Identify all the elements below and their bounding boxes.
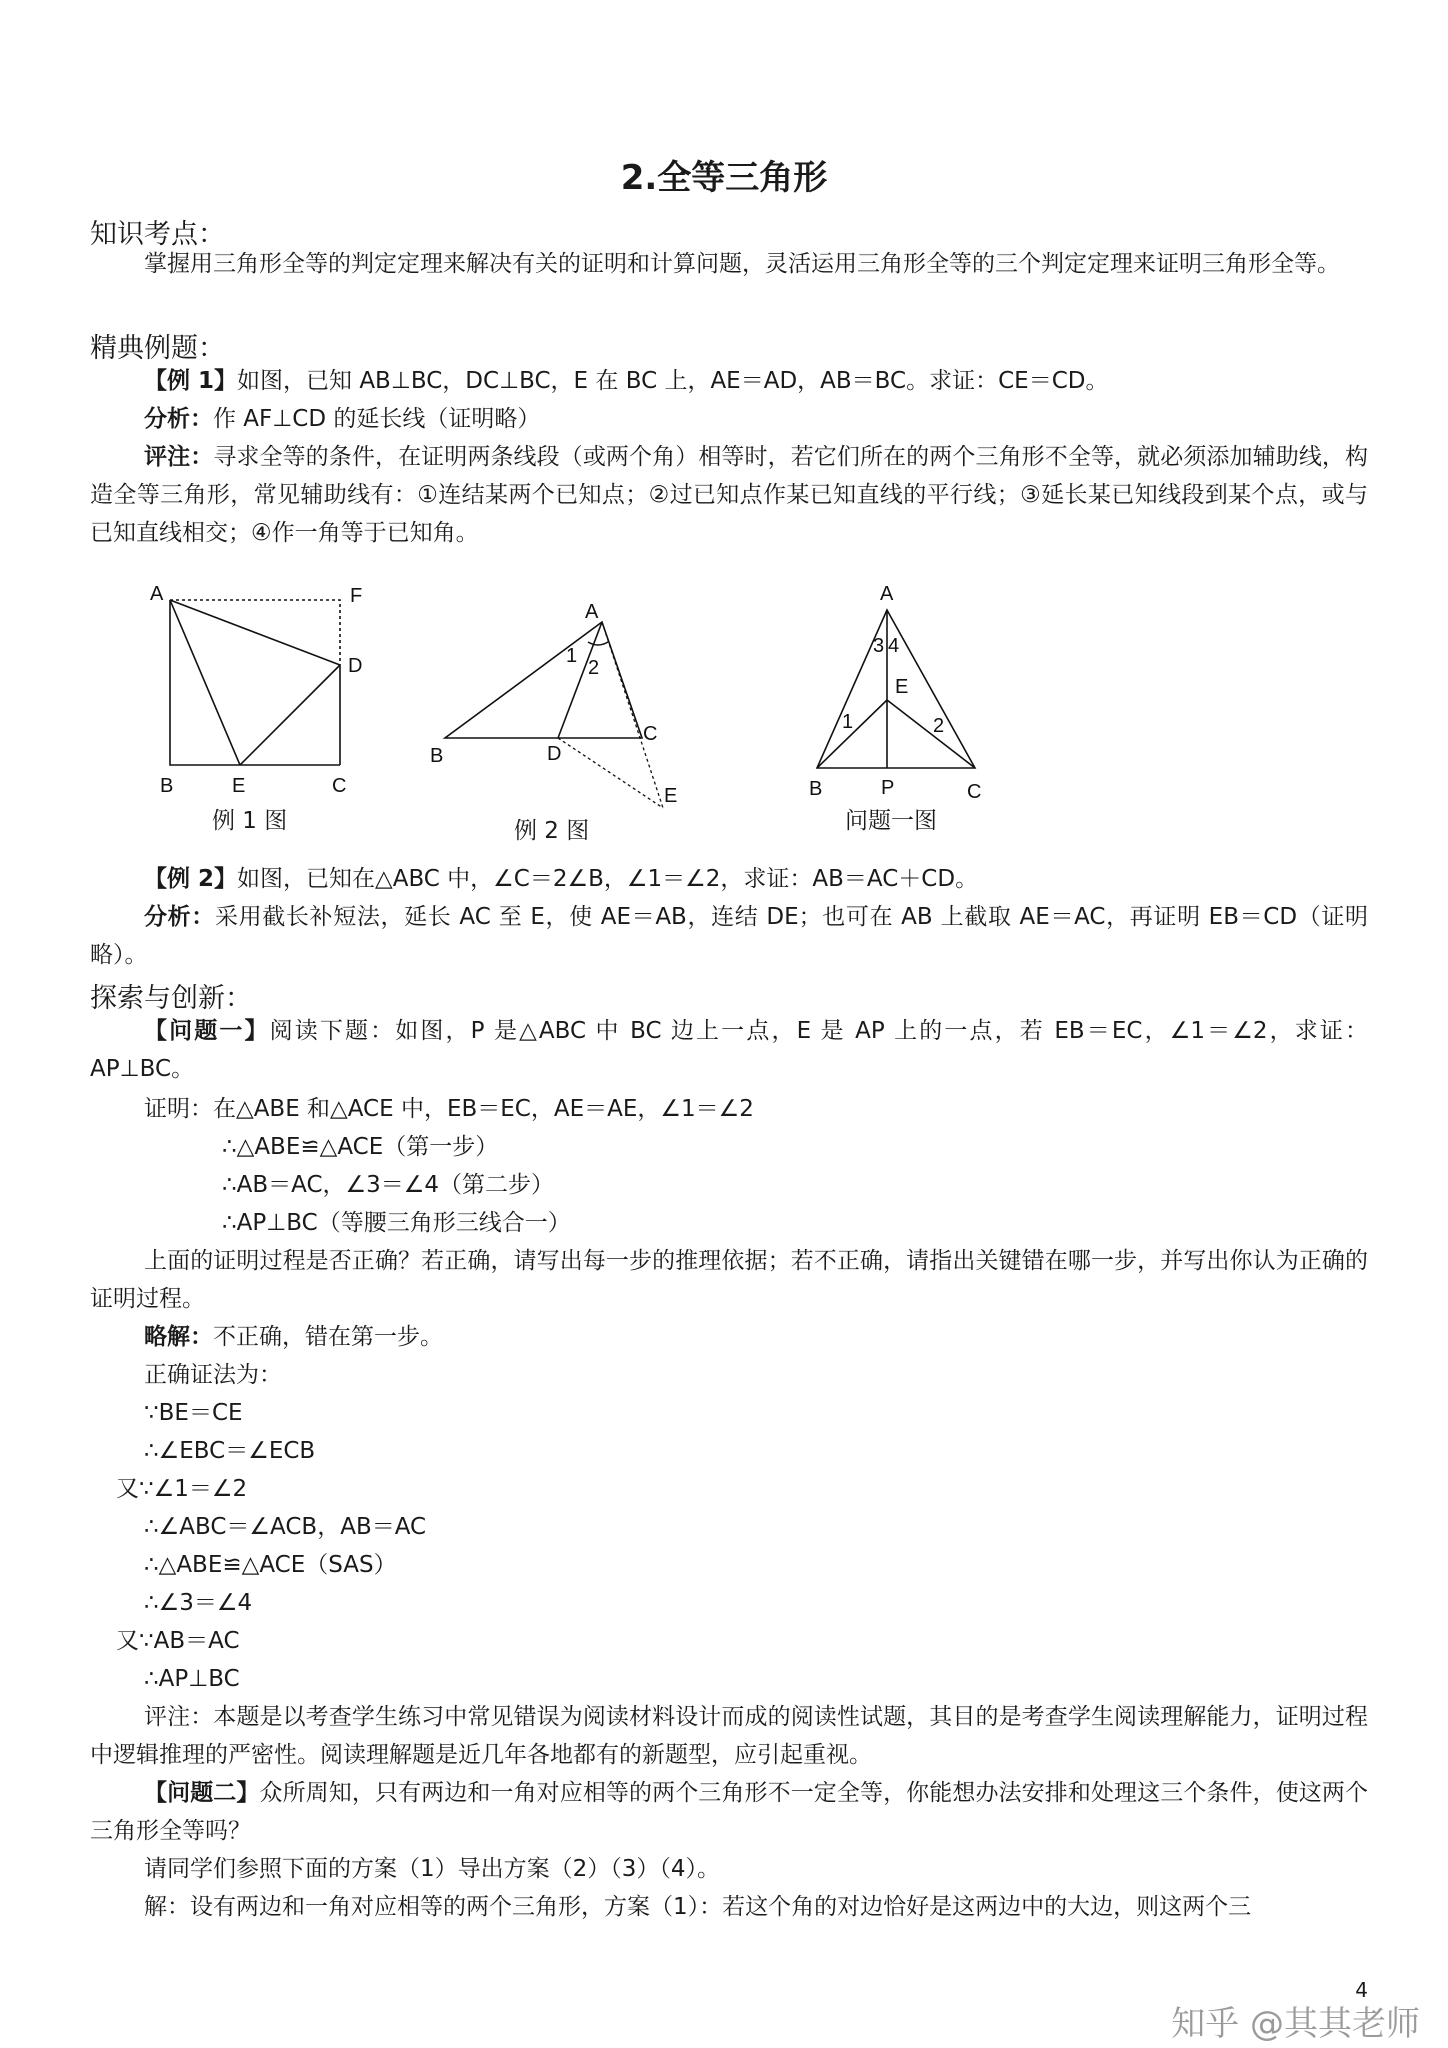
figure-2-caption: 例 2 图 <box>514 818 590 844</box>
analysis-text: 采用截长补短法，延长 AC 至 E，使 AE＝AB，连结 DE；也可在 AB 上截取 AE＝AC，再证明 EB＝CD（证明略）。 <box>90 904 1369 968</box>
example-1-text: 如图，已知 AB⊥BC，DC⊥BC，E 在 BC 上，AE＝AD，AB＝BC。求证：CE＝CD。 <box>237 368 1109 394</box>
analysis-label: 分析： <box>144 406 213 432</box>
figure-example-2 <box>430 590 700 815</box>
fig3-label-A: A <box>880 583 894 605</box>
fig1-label-D: D <box>348 655 363 677</box>
fig1-label-B: B <box>160 775 174 797</box>
problem-1-answer <box>90 1318 1368 1356</box>
page-title: 2.全等三角形 <box>620 158 828 198</box>
proof-line: ∴AP⊥BC（等腰三角形三线合一） <box>222 1210 571 1236</box>
fig2-label-D: D <box>547 743 562 765</box>
problem-1-tag: 【问题一】 <box>144 1018 270 1044</box>
watermark: 知乎 @其其老师 <box>1171 2004 1420 2044</box>
example-2 <box>90 860 1368 898</box>
fig3-label-E: E <box>895 676 909 698</box>
fig3-angle-1: 1 <box>842 711 854 733</box>
step-line: ∴AP⊥BC <box>144 1666 240 1692</box>
fig2-angle-1: 1 <box>566 645 578 667</box>
answer-text: 不正确，错在第一步。 <box>213 1324 443 1350</box>
problem-2 <box>90 1774 1368 1850</box>
answer-label: 略解： <box>144 1324 213 1350</box>
fig2-label-A: A <box>585 601 599 623</box>
fig2-angle-2: 2 <box>588 657 600 679</box>
page-number: 4 <box>1355 1978 1368 2002</box>
fig2-label-E: E <box>664 785 678 807</box>
problem-2-tag: 【问题二】 <box>144 1780 260 1806</box>
figure-example-1 <box>150 580 390 800</box>
example-2-tag: 【例 2】 <box>144 866 238 892</box>
problem-1-comment: 评注：本题是以考查学生练习中常见错误为阅读材料设计而成的阅读性试题，其目的是考查学生阅读理解能力，证明过程中逻辑推理的严密性。阅读理解题是近几年各地都有的新题型，应引起重视。 <box>90 1704 1368 1768</box>
analysis-label: 分析： <box>144 904 215 930</box>
fig3-angle-2: 2 <box>933 715 945 737</box>
problem-2-hint: 请同学们参照下面的方案（1）导出方案（2）（3）（4）。 <box>144 1856 721 1882</box>
comment-text: 寻求全等的条件，在证明两条线段（或两个角）相等时，若它们所在的两个三角形不全等，就必须添加辅助线，构造全等三角形，常见辅助线有：①连结某两个已知点；②过已知点作某已知直线的平行线；③延长某已知线段到某个点，或与已知直线相交；④作一角等于已知角。 <box>90 444 1369 546</box>
figure-problem-1 <box>795 580 995 800</box>
proof-line: ∴△ABE≌△ACE（第一步） <box>222 1134 499 1160</box>
step-line: ∴∠EBC＝∠ECB <box>144 1438 316 1464</box>
fig3-angle-4: 4 <box>888 635 900 657</box>
problem-2-text: 众所周知，只有两边和一角对应相等的两个三角形不一定全等，你能想办法安排和处理这三个条件，使这两个三角形全等吗？ <box>90 1780 1369 1844</box>
fig3-angle-3: 3 <box>873 635 885 657</box>
step-line: ∴△ABE≌△ACE（SAS） <box>144 1552 397 1578</box>
example-1-analysis <box>90 400 1368 438</box>
step-line: ∵BE＝CE <box>144 1400 243 1426</box>
fig1-label-A: A <box>150 583 164 605</box>
example-2-text: 如图，已知在△ABC 中，∠C＝2∠B，∠1＝∠2，求证：AB＝AC＋CD。 <box>237 866 979 892</box>
fig3-label-P: P <box>881 777 895 799</box>
proof-line: 证明：在△ABE 和△ACE 中，EB＝EC，AE＝AE，∠1＝∠2 <box>144 1096 754 1122</box>
figure-3-caption: 问题一图 <box>845 808 937 834</box>
fig3-label-B: B <box>809 778 823 800</box>
fig1-label-E: E <box>232 775 246 797</box>
problem-2-solution: 解：设有两边和一角对应相等的两个三角形，方案（1）：若这个角的对边恰好是这两边中的大边，则这两个三 <box>144 1894 1252 1920</box>
fig1-label-C: C <box>332 775 347 797</box>
fig1-label-F: F <box>350 585 363 607</box>
section-knowledge: 知识考点： <box>90 219 225 250</box>
example-1-comment <box>90 438 1368 552</box>
fig3-label-C: C <box>967 781 982 800</box>
step-line: ∴∠ABC＝∠ACB，AB＝AC <box>144 1514 427 1540</box>
problem-1 <box>90 1012 1368 1088</box>
step-line: 又∵∠1＝∠2 <box>116 1476 248 1502</box>
example-1 <box>90 362 1368 400</box>
problem-1-text: 阅读下题：如图，P 是△ABC 中 BC 边上一点，E 是 AP 上的一点，若 EB＝EC，∠1＝∠2，求证：AP⊥BC。 <box>90 1018 1368 1082</box>
figure-1-caption: 例 1 图 <box>212 808 288 834</box>
proof-line: ∴AB＝AC，∠3＝∠4（第二步） <box>222 1172 555 1198</box>
problem-1-question: 上面的证明过程是否正确？若正确，请写出每一步的推理依据；若不正确，请指出关键错在哪一步，并写出你认为正确的证明过程。 <box>90 1248 1368 1312</box>
example-1-tag: 【例 1】 <box>144 368 238 394</box>
example-2-analysis <box>90 898 1368 974</box>
correct-intro: 正确证法为： <box>144 1362 282 1388</box>
analysis-text: 作 AF⊥CD 的延长线（证明略） <box>213 406 541 432</box>
step-line: ∴∠3＝∠4 <box>144 1590 253 1616</box>
comment-label: 评注： <box>144 444 214 470</box>
fig2-label-C: C <box>643 723 658 745</box>
step-line: 又∵AB＝AC <box>116 1628 240 1654</box>
knowledge-text: 掌握用三角形全等的判定定理来解决有关的证明和计算问题，灵活运用三角形全等的三个判定定理来证明三角形全等。 <box>144 251 1340 277</box>
section-explore: 探索与创新： <box>90 983 252 1014</box>
fig2-label-B: B <box>430 745 444 767</box>
section-examples: 精典例题： <box>90 333 225 364</box>
